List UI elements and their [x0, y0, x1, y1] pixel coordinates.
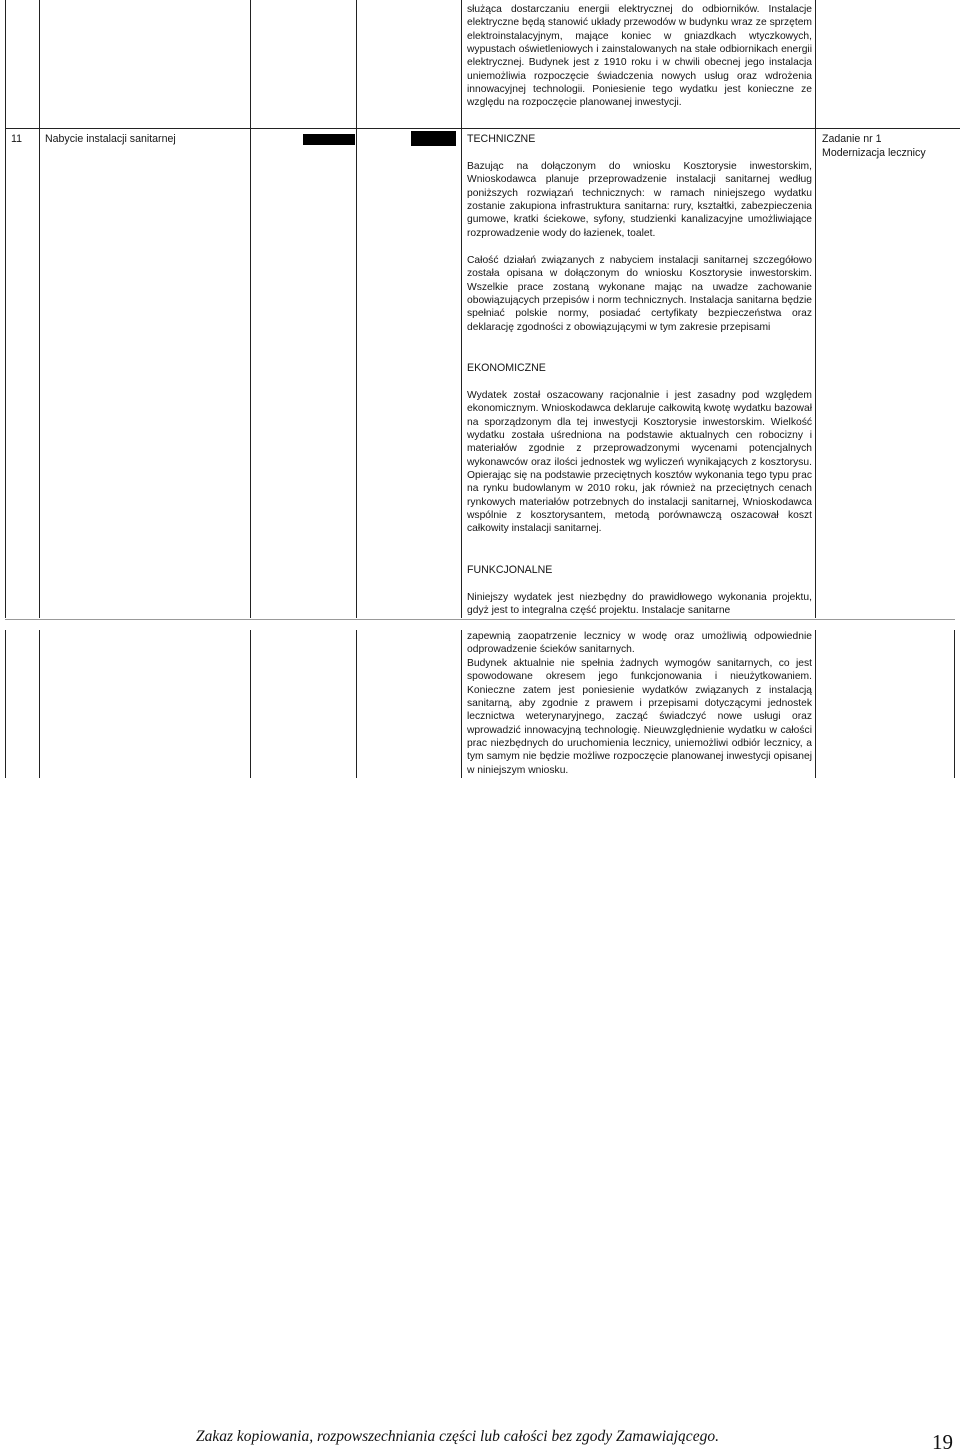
table-border-left-lower [5, 630, 6, 778]
economic-heading: EKONOMICZNE [467, 362, 546, 374]
table-col-divider-4 [461, 0, 462, 618]
functional-continuation-1: zapewnią zaopatrzenie lecznicy w wodę oraz umożliwią odpowiednie odprowadzenie ścieków sanitarnych. [467, 631, 812, 656]
functional-paragraph: Niniejszy wydatek jest niezbędny do prawidłowego wykonania projektu, gdyż jest to integralna część projektu. Instalacje sanitarne [467, 592, 812, 617]
redacted-amount-1 [303, 134, 355, 145]
technical-paragraph-1: Bazując na dołączonym do wniosku Kosztorysie inwestorskim, Wnioskodawca planuje przeprowadzenie instalacji sanitarnej według poniższych rozwiązań technicznych: w ramach niniejszego wydatku zostanie zakupiona infrastruktura sanitarna: rury, kształtki, zabezpieczenia gumowe, kratki ściekowe, syfony, studzienki kanalizacyjne umożliwiające rozprowadzenie wody do łazienek, toalet. [467, 161, 812, 239]
table-row-separator [5, 128, 960, 129]
table-col-divider-3-lower [356, 630, 357, 778]
redacted-amount-2 [411, 131, 456, 146]
previous-row-description: służąca dostarczaniu energii elektrycznej do odbiorników. Instalacje elektryczne będą stanowić układy przewodów w budynku wraz ze sprzętem elektroinstalacyjnym, mające koniec w gniazdkach wtyczkowych, wypustach oświetleniowych i zainstalowanych na stałe odbiornikach energii elektrycznej. Budynek jest z 1910 roku i w chwili obecnej jego instalacja uniemożliwia rozpoczęcie świadczenia nowych usług oraz wdrożenia innowacyjnej technologii. Poniesienie tego wydatku jest konieczne ze względu na rozpoczęcie planowanej inwestycji. [467, 4, 812, 109]
technical-paragraph-2: Całość działań związanych z nabyciem instalacji sanitarnej szczegółowo została opisana w dołączonym do wniosku Kosztorysie inwestorskim. Wszelkie prace zostaną wykonane mając na uwadze zachowanie obowiązujących przepisów i norm technicznych. Instalacja sanitarna będzie spełniać polskie normy, posiadać certyfikaty bezpieczeństwa oraz deklarację zgodności z obowiązującymi w tym zakresie przepisami [467, 255, 812, 333]
functional-continuation-2: Budynek aktualnie nie spełnia żadnych wymogów sanitarnych, co jest spowodowane okresem jego funkcjonowania i nieużytkowaniem. Konieczne zatem jest poniesienie wydatków związanych z instalacją sanitarną, aby zgodnie z prawem i przepisami dotyczącymi jednostek lecznictwa weterynaryjnego, zacząć świadczyć nowe usługi oraz wprowadzić innowacyjną technologię. Nieuwzględnienie wydatku w całości prac niezbędnych do uruchomienia lecznicy, uniemożliwi odbiór lecznicy, a tym samym nie będzie możliwe rozpoczęcie planowanej inwestycji opisanej w niniejszym wniosku. [467, 658, 812, 776]
table-col-divider-1 [39, 0, 40, 618]
row-number: 11 [11, 133, 22, 145]
economic-paragraph: Wydatek został oszacowany racjonalnie i jest zasadny pod względem ekonomicznym. Wnioskodawca deklaruje całkowitą kwotę wydatku bazował na sporządzonym dla tej inwestycji Kosztorysie inwestorskim. Wielkość wydatku została uśredniona na podstawie aktualnych cen robocizny i materiałów zgodnie z przeprowadzonymi wycenami potencjalnych wykonawców oraz ilości jednostek wg wyliczeń wynikających z kosztorysu. Opierając się na podstawie przeciętnych kosztów wykonania tego typu prac na rynku budowlanym w 2010 roku, jak również na przeciętnych cenach rynkowych materiałów potrzebnych do instalacji sanitarnej, Wnioskodawca wspólnie z kosztorysantem, metodą porównawczą oszacował koszt całkowity instalacji sanitarnej. [467, 390, 812, 535]
expense-name: Nabycie instalacji sanitarnej [45, 133, 176, 145]
functional-heading: FUNKCJONALNE [467, 564, 553, 576]
copyright-notice: Zakaz kopiowania, rozpowszechniania części lub całości bez zgody Zamawiającego. [196, 1428, 719, 1445]
table-border-right-lower [954, 630, 955, 778]
table-scan-edge [5, 619, 955, 620]
task-label: Zadanie nr 1 Modernizacja lecznicy [822, 133, 926, 159]
table-col-divider-3 [356, 0, 357, 618]
table-col-divider-2 [250, 0, 251, 618]
table-col-divider-4-lower [461, 630, 462, 778]
page-number: 19 [932, 1430, 953, 1454]
table-col-divider-5 [815, 0, 816, 618]
table-col-divider-5-lower [815, 630, 816, 778]
table-border-left [5, 0, 6, 618]
technical-heading: TECHNICZNE [467, 133, 536, 145]
table-col-divider-1-lower [39, 630, 40, 778]
table-col-divider-2-lower [250, 630, 251, 778]
